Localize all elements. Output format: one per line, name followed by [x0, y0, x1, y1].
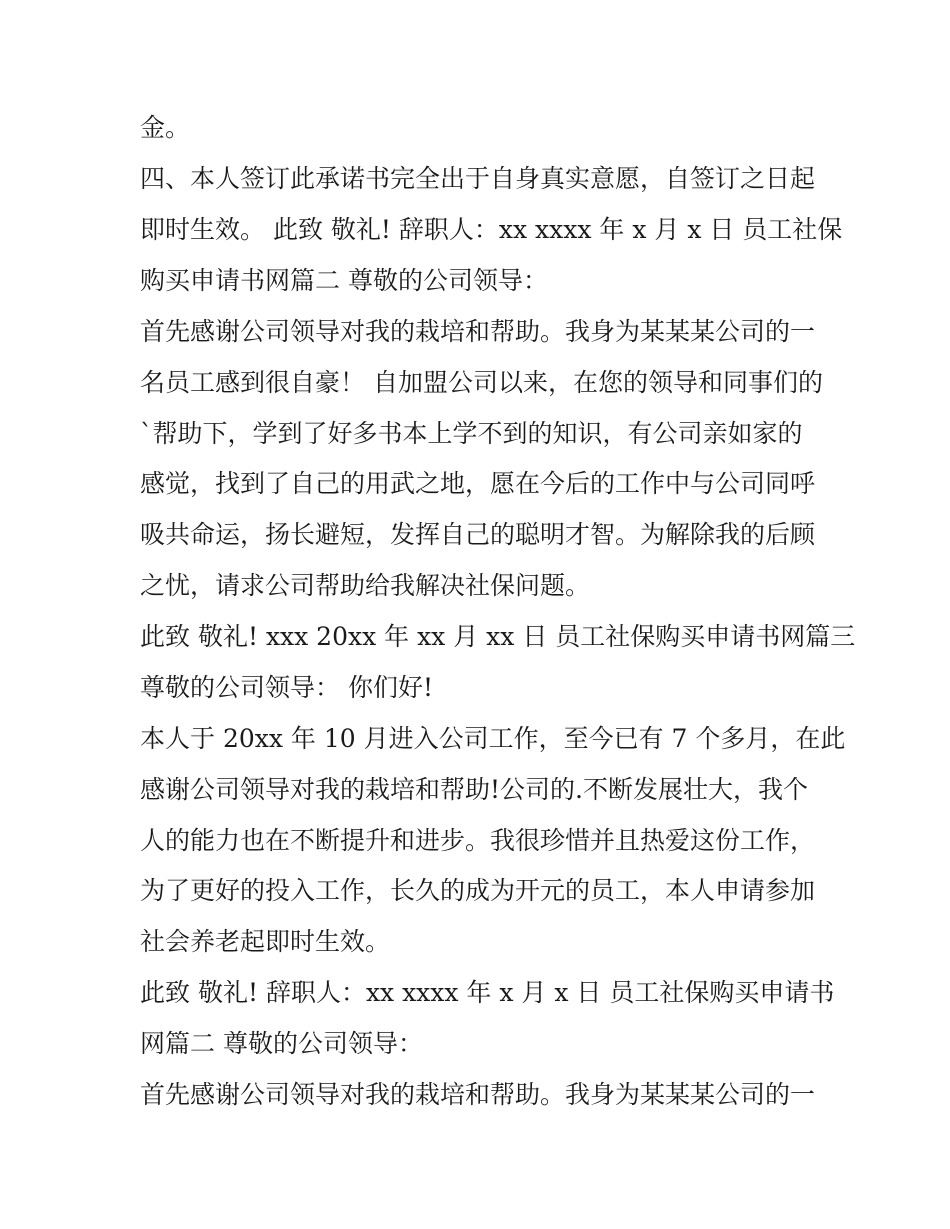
text-line: 网篇二 尊敬的公司领导：	[140, 1029, 423, 1058]
text-line: 首先感谢公司领导对我的栽培和帮助。我身为某某某公司的一	[140, 317, 816, 346]
text-line: 金。	[140, 113, 191, 142]
text-line: 此致 敬礼! 辞职人：xx xxxx 年 x 月 x 日 员工社保购买申请书	[140, 978, 835, 1007]
text-line: 购买申请书网篇二 尊敬的公司领导：	[140, 266, 548, 295]
text-line: 为了更好的投入工作，长久的成为开元的员工，本人申请参加	[140, 876, 816, 905]
text-line: 吸共命运，扬长避短，发挥自己的聪明才智。为解除我的后顾	[140, 520, 816, 549]
text-line: 感谢公司领导对我的栽培和帮助!公司的.不断发展壮大，我个	[140, 775, 808, 804]
text-line: 此致 敬礼! xxx 20xx 年 xx 月 xx 日 员工社保购买申请书网篇三	[140, 622, 856, 651]
text-line: 之忧，请求公司帮助给我解决社保问题。	[140, 571, 591, 600]
text-line: 首先感谢公司领导对我的栽培和帮助。我身为某某某公司的一	[140, 1080, 816, 1109]
text-line: 名员工感到很自豪！ 自加盟公司以来，在您的领导和同事们的	[140, 368, 823, 397]
text-line: 本人于 20xx 年 10 月进入公司工作，至今已有 7 个多月，在此	[140, 724, 846, 753]
text-line: 社会养老起即时生效。	[140, 927, 391, 956]
text-line: `帮助下，学到了好多书本上学不到的知识，有公司亲如家的	[140, 419, 803, 448]
text-line: 即时生效。 此致 敬礼! 辞职人：xx xxxx 年 x 月 x 日 员工社保	[140, 215, 843, 244]
text-line: 尊敬的公司领导： 你们好!	[140, 673, 433, 702]
text-line: 四、本人签订此承诺书完全出于自身真实意愿，自签订之日起	[140, 164, 816, 193]
text-line: 人的能力也在不断提升和进步。我很珍惜并且热爱这份工作，	[140, 826, 816, 855]
text-line: 感觉，找到了自己的用武之地，愿在今后的工作中与公司同呼	[140, 469, 816, 498]
